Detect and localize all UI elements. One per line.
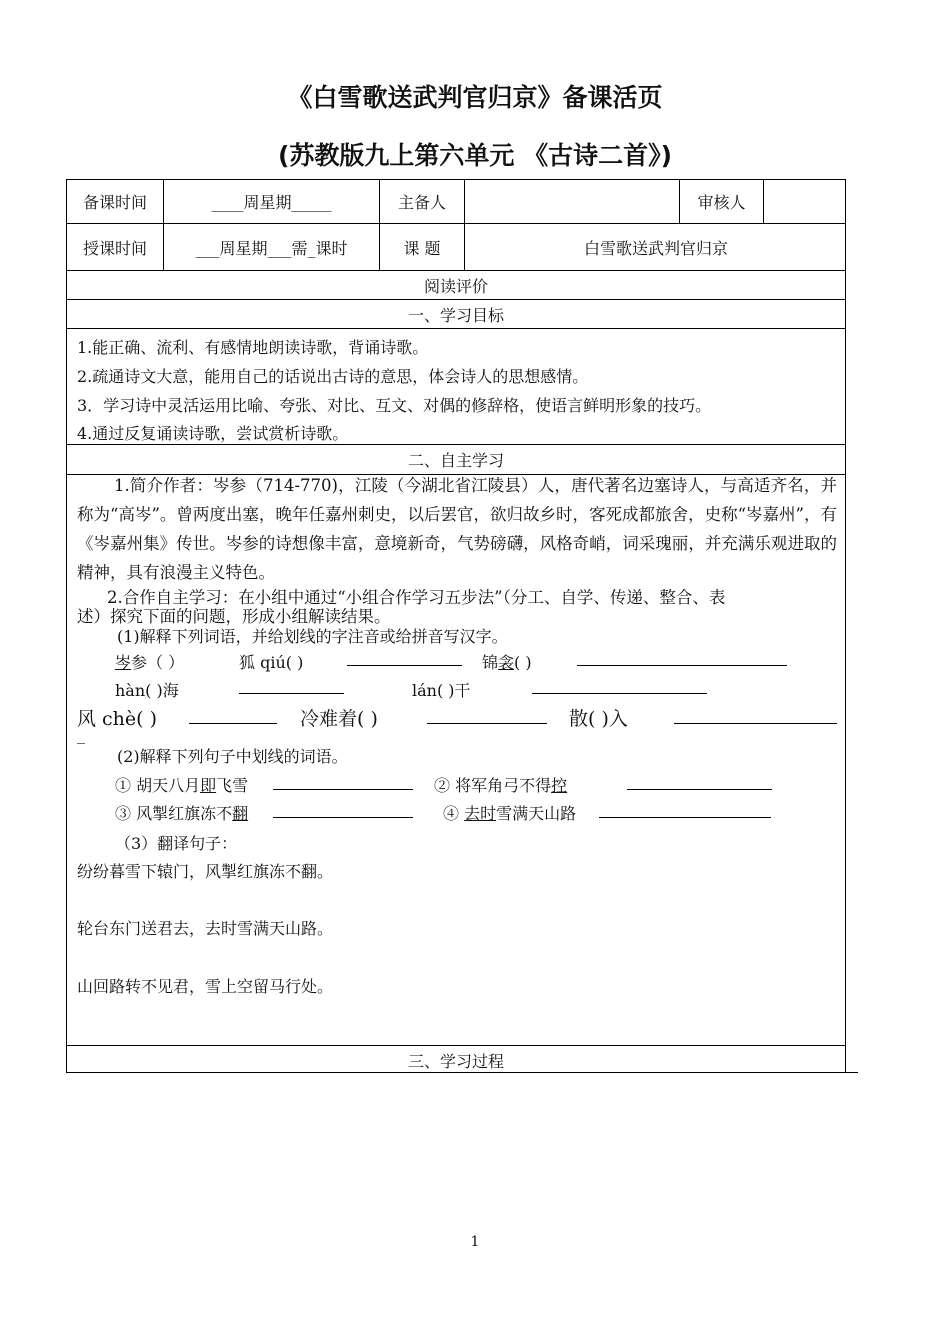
objective-item: 3．学习诗中灵活运用比喻、夸张、对比、互文、对偶的修辞格，使语言鲜明形象的技巧。 xyxy=(77,396,712,415)
translate-sentence: 山回路转不见君，雪上空留马行处。 xyxy=(77,977,334,996)
sentence-4 xyxy=(443,801,576,824)
task1-instruction: (1)解释下列词语，并给划线的字注音或给拼音写汉字。 xyxy=(117,627,508,646)
answer-blank[interactable] xyxy=(674,709,837,724)
underlined-char: 岑 xyxy=(115,653,132,672)
task3-instruction: （3）翻译句子： xyxy=(115,834,238,853)
sentence-1 xyxy=(115,773,248,796)
translate-sentence: 轮台东门送君去，去时雪满天山路。 xyxy=(77,919,334,938)
vocab-text: 参（ ） xyxy=(131,653,185,672)
sentence-text: 飞雪 xyxy=(216,776,249,795)
answer-blank[interactable] xyxy=(273,803,413,818)
answer-blank[interactable] xyxy=(189,709,277,724)
vocab-text: 锦 xyxy=(482,653,499,672)
sentence-text: ④ xyxy=(443,804,465,823)
vocab-han: hàn( )海 xyxy=(115,681,179,700)
objective-item: 4.通过反复诵读诗歌，尝试赏析诗歌。 xyxy=(77,424,349,443)
objective-item: 1.能正确、流利、有感情地朗读诗歌，背诵诗歌。 xyxy=(77,338,429,357)
vocab-feng: 风 chè( ) xyxy=(77,708,158,730)
page-title: 《白雪歌送武判官归京》备课活页 xyxy=(287,83,663,112)
answer-blank[interactable] xyxy=(599,803,771,818)
vocab-san: 散( )入 xyxy=(569,708,628,730)
answer-blank[interactable] xyxy=(532,679,707,694)
reviewer-label: 审核人 xyxy=(680,180,764,223)
objective-item: 2.疏通诗文大意，能用自己的话说出古诗的意思，体会诗人的思想感情。 xyxy=(77,367,589,386)
sentence-2 xyxy=(434,773,567,796)
preparer-value[interactable] xyxy=(465,180,680,223)
underlined-word: 去时 xyxy=(464,804,497,823)
page-number: 1 xyxy=(470,1234,480,1250)
sentence-3 xyxy=(115,801,248,824)
coop-instruction-line2: 述）探究下面的问题，形成小组解读结果。 xyxy=(77,607,391,626)
answer-blank[interactable] xyxy=(239,679,344,694)
objectives-list xyxy=(67,329,845,445)
underlined-word: 翻 xyxy=(232,804,249,823)
answer-blank[interactable] xyxy=(577,651,787,666)
vocab-text: 狐 qiú( ) xyxy=(239,653,304,672)
vocab-leng: 冷难着( ) xyxy=(300,708,378,730)
vocab-jin xyxy=(482,650,532,673)
preparer-label: 主备人 xyxy=(380,180,465,223)
vocab-lan: lán( )干 xyxy=(412,681,471,700)
vocab-cen xyxy=(115,650,184,673)
underlined-word: 即 xyxy=(200,776,217,795)
page-subtitle: (苏教版九上第六单元 《古诗二首》) xyxy=(277,141,673,170)
underlined-char: 衾 xyxy=(498,653,515,672)
trailing-dash: _ xyxy=(77,725,85,744)
self-study-body xyxy=(67,475,845,1046)
coop-instruction-line1: 2.合作自主学习：在小组中通过“小组合作学习五步法”（分工、自学、传递、整合、表 xyxy=(107,588,726,607)
sentence-text: ② 将军角弓不得 xyxy=(434,776,552,795)
answer-blank[interactable] xyxy=(273,775,413,790)
section1-heading: 一、学习目标 xyxy=(67,300,845,329)
answer-blank[interactable] xyxy=(427,709,547,724)
underlined-word: 控 xyxy=(551,776,568,795)
section2-heading: 二、自主学习 xyxy=(67,445,845,475)
task2-instruction: (2)解释下列句子中划线的词语。 xyxy=(117,747,348,766)
prep-time-label: 备课时间 xyxy=(67,180,164,223)
section-reading-heading: 阅读评价 xyxy=(67,271,845,300)
teach-time-label: 授课时间 xyxy=(67,224,164,270)
lesson-plan-table xyxy=(66,179,846,1073)
table-edge-mark xyxy=(846,1072,858,1073)
reviewer-value[interactable] xyxy=(764,180,847,223)
topic-value: 白雪歌送武判官归京 xyxy=(583,238,728,258)
answer-blank[interactable] xyxy=(627,775,772,790)
section3-heading: 三、学习过程 xyxy=(407,1051,504,1071)
sentence-text: ① 胡天八月 xyxy=(115,776,201,795)
vocab-huqiu xyxy=(239,650,303,673)
author-intro: 1.简介作者：岑参（714-770)，江陵（今湖北省江陵县）人，唐代著名边塞诗人，与高适齐名，并称为“高岑”。曾两度出塞，晚年任嘉州刺史，以后罢官，欲归故乡时，客死成都旅舍，史称“岑嘉州”，有《岑嘉州集》传世。岑参的诗想像丰富，意境新奇，气势磅礴，风格奇峭，词采瑰丽，并充满乐观进取的精神，具有浪漫主义特色。 xyxy=(77,476,837,582)
prep-time-value[interactable]: ____周星期_____ xyxy=(164,180,380,223)
topic-label: 课 题 xyxy=(380,224,465,270)
sentence-text: ③ 风掣红旗冻不 xyxy=(115,804,233,823)
vocab-text: ( ) xyxy=(514,653,532,672)
sentence-text: 雪满天山路 xyxy=(496,804,577,823)
teach-time-value[interactable]: ___周星期___需_课时 xyxy=(164,224,380,270)
answer-blank[interactable] xyxy=(347,651,462,666)
translate-sentence: 纷纷暮雪下辕门，风掣红旗冻不翻。 xyxy=(77,862,334,881)
header-row-teach xyxy=(67,224,845,271)
header-row-prep xyxy=(67,180,845,224)
